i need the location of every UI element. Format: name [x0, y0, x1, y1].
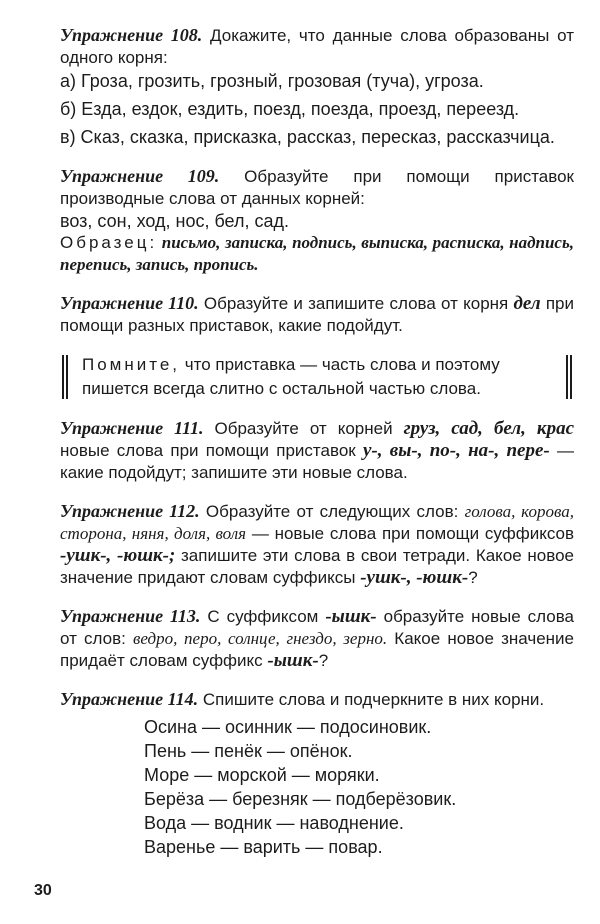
rule-left-bar: [62, 355, 68, 399]
page-number: 30: [34, 882, 52, 899]
rule-box: [60, 353, 574, 401]
root-word: дел: [513, 293, 541, 314]
sample-line: [60, 232, 574, 276]
word-line: Варенье — варить — повар.: [144, 837, 383, 857]
exercise-112-task: Упражнение 112. Образуйте от следующих слов: голова, корова, сторона, няня, доля, воля — новые слова при помощи суффиксов -ушк-, -юшк-; запишите эти слова в свои тетради. Какое новое значение придают словам суффиксы -ушк-, -юшк-?: [60, 501, 575, 588]
exercise-title: Упражнение 110.: [60, 293, 199, 313]
source-words: ведро, перо, солнце, гнездо, зерно.: [133, 629, 388, 648]
exercise-title: Упражнение 114.: [60, 689, 199, 709]
exercise-title: Упражнение 112.: [60, 501, 200, 521]
exercise-108-task: Упражнение 108. Докажите, что данные слова образованы от одного корня:: [60, 25, 575, 67]
source-words: голова, корова, сторона, няня, доля, воля: [60, 502, 574, 543]
suffixes: -ушк-, -юшк-;: [60, 545, 176, 566]
exercise-111: [60, 417, 574, 484]
word-line: Осина — осинник — подосиновик.: [144, 717, 432, 737]
rule-text: Помните, что приставка — часть слова и поэтому пишется всегда слитно с остальной частью слова.: [82, 355, 500, 398]
exercise-113-task: Упражнение 113. С суффиксом -ышк- образуйте новые слова от слов: ведро, перо, солнце, гнездо, зерно. Какое новое значение придаёт словам суффикс -ышк-?: [60, 606, 575, 671]
exercise-item: а) Гроза, грозить, грозный, грозовая (туча), угроза.: [60, 71, 484, 91]
exercise-113: [60, 605, 574, 672]
word-line: Пень — пенёк — опёнок.: [144, 741, 353, 761]
suffix: -ышк-: [325, 606, 377, 627]
exercise-108: [60, 24, 574, 149]
word-list: [144, 715, 574, 859]
word-line: Берёза — березняк — подберёзовик.: [144, 789, 457, 809]
exercise-item: б) Езда, ездок, ездить, поезд, поезда, проезд, переезд.: [60, 99, 520, 119]
exercise-109-task: Упражнение 109. Образуйте при помощи приставок производные слова от данных корней:: [60, 166, 574, 208]
word-line: Море — морской — моряки.: [144, 765, 380, 785]
exercise-114-task: Упражнение 114. Спишите слова и подчеркните в них корни.: [60, 689, 545, 709]
exercise-109: [60, 165, 574, 276]
sample-label: Образец:: [60, 233, 158, 252]
exercise-111-task: Упражнение 111. Образуйте от корней груз, сад, бел, крас новые слова при помощи приставок у-, вы-, по-, на-, пере- — какие подойдут; запишите эти новые слова.: [60, 418, 574, 482]
exercise-title: Упражнение 113.: [60, 606, 201, 626]
prefixes: у-, вы-, по-, на-, пере-: [362, 440, 550, 461]
roots-list: воз, сон, ход, нос, бел, сад.: [60, 211, 289, 231]
exercise-110: [60, 292, 574, 337]
rule-right-bar: [566, 355, 572, 399]
sample-words: письмо, записка, подпись, выписка, расписка, надпись, перепись, запись, пропись.: [60, 233, 574, 274]
exercise-114: [60, 688, 574, 859]
suffix: -ышк-: [267, 650, 319, 671]
suffixes: -ушк-, -юшк-: [360, 567, 469, 588]
exercise-110-task: Упражнение 110. Образуйте и запишите слова от корня дел при помощи разных приставок, какие подойдут.: [60, 293, 574, 335]
word-line: Вода — водник — наводнение.: [144, 813, 404, 833]
exercise-title: Упражнение 111.: [60, 418, 204, 438]
exercise-title: Упражнение 108.: [60, 25, 203, 45]
exercise-112: [60, 500, 574, 589]
exercise-item: в) Сказ, сказка, присказка, рассказ, пересказ, рассказчица.: [60, 127, 555, 147]
roots: груз, сад, бел, крас: [403, 418, 574, 439]
exercise-title: Упражнение 109.: [60, 166, 220, 186]
